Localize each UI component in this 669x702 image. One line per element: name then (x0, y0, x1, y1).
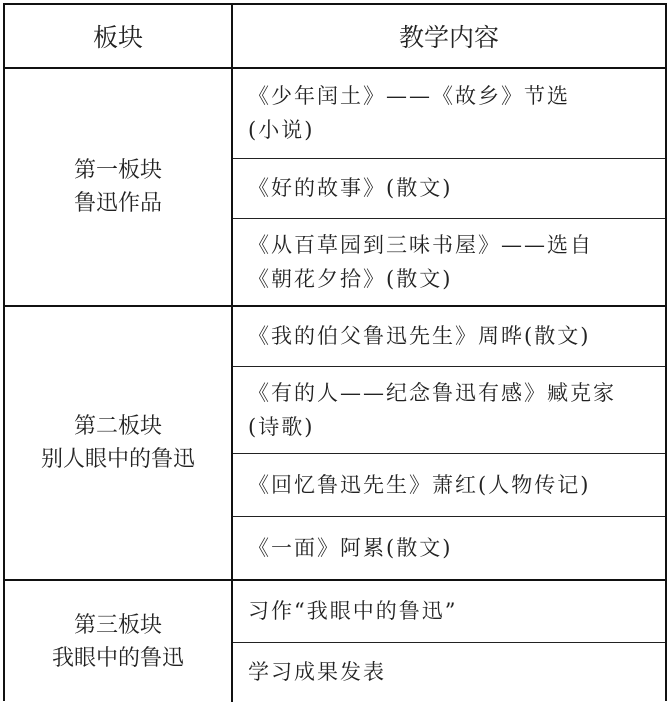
item-line: 《有的人——纪念鲁迅有感》臧克家 (248, 380, 616, 405)
section-1-item-1 (232, 68, 665, 158)
section-2-title (5, 306, 232, 580)
table-row (5, 68, 665, 158)
item-line: 《回忆鲁迅先生》萧红(人物传记) (248, 472, 591, 497)
header-content: 教学内容 (232, 5, 665, 68)
curriculum-table-frame (3, 3, 667, 701)
section-3-item-2 (232, 642, 665, 702)
item-line: (小说) (248, 118, 315, 143)
item-line: 《好的故事》(散文) (248, 176, 453, 200)
section-1-title-line-1: 第一板块 (73, 158, 162, 183)
item-line: (诗歌) (248, 414, 315, 439)
item-line: 《从百草园到三味书屋》——选自 (248, 232, 593, 257)
header-row (5, 5, 665, 68)
item-line: 《我的伯父鲁迅先生》周晔(散文) (248, 324, 591, 349)
section-2-item-4 (232, 516, 665, 580)
section-2-title-line-1: 第二板块 (73, 414, 162, 439)
header-section: 板块 (5, 5, 232, 68)
section-1-title (5, 68, 232, 306)
section-2-item-2 (232, 366, 665, 453)
section-3-title (5, 580, 232, 702)
section-1-title-line-2: 鲁迅作品 (73, 191, 162, 216)
section-3-title-line-1: 第三板块 (73, 612, 162, 638)
section-1-item-3 (232, 218, 665, 306)
item-line: 《少年闰土》——《故乡》节选 (248, 84, 570, 109)
section-2-item-3 (232, 453, 665, 516)
item-line: 学习成果发表 (248, 660, 386, 685)
item-line: 《朝花夕拾》(散文) (248, 266, 453, 291)
curriculum-table (5, 5, 665, 702)
item-line: 习作“我眼中的鲁迅” (248, 599, 458, 624)
item-line: 《一面》阿累(散文) (248, 535, 453, 560)
section-2-item-1 (232, 306, 665, 366)
section-3-title-line-2: 我眼中的鲁迅 (51, 645, 184, 671)
table-row (5, 306, 665, 366)
section-2-title-line-2: 别人眼中的鲁迅 (40, 447, 195, 472)
section-3-item-1 (232, 580, 665, 642)
section-1-item-2 (232, 158, 665, 218)
table-row (5, 580, 665, 642)
